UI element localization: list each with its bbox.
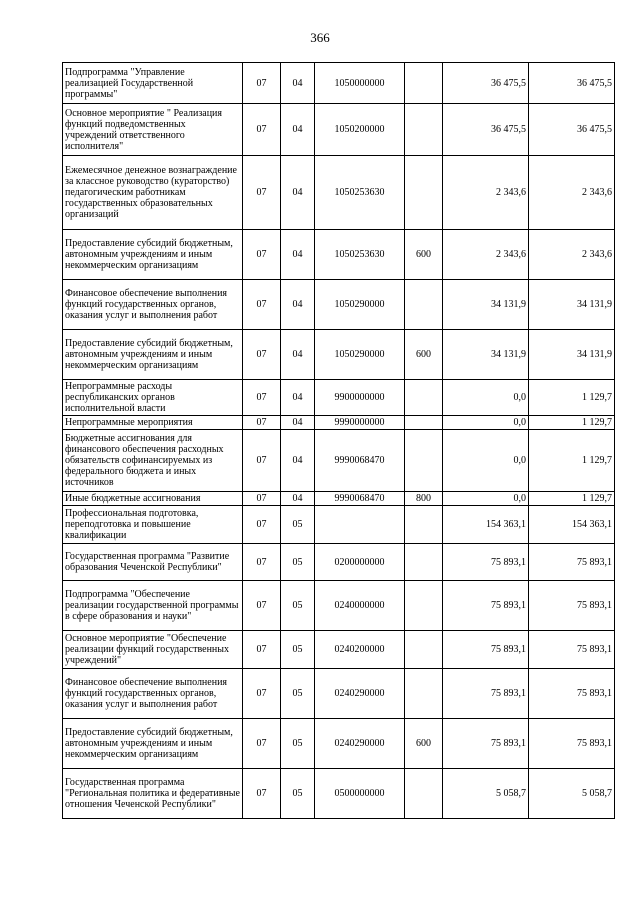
target-article-code: 0240290000: [315, 719, 405, 769]
subsection-code: 04: [281, 330, 315, 380]
expense-type-code: [405, 380, 443, 416]
row-name: Непрограммные мероприятия: [63, 416, 243, 430]
subsection-code: 04: [281, 104, 315, 156]
row-name: Непрограммные расходы республиканских органов исполнительной власти: [63, 380, 243, 416]
row-name: Государственная программа "Развитие образования Чеченской Республики": [63, 544, 243, 581]
amount-year-1: 34 131,9: [443, 280, 529, 330]
amount-year-2: 1 129,7: [529, 380, 615, 416]
table-row: [63, 156, 615, 230]
target-article-code: 9990000000: [315, 416, 405, 430]
amount-year-2: 75 893,1: [529, 581, 615, 631]
section-code: 07: [243, 104, 281, 156]
row-name: Подпрограмма "Управление реализацией Государственной программы": [63, 63, 243, 104]
row-name: Предоставление субсидий бюджетным, автономным учреждениям и иным некоммерческим организациям: [63, 330, 243, 380]
amount-year-2: 75 893,1: [529, 544, 615, 581]
subsection-code: 05: [281, 669, 315, 719]
row-name: Предоставление субсидий бюджетным, автономным учреждениям и иным некоммерческим организациям: [63, 719, 243, 769]
target-article-code: 0200000000: [315, 544, 405, 581]
amount-year-1: 0,0: [443, 416, 529, 430]
subsection-code: 04: [281, 156, 315, 230]
expense-type-code: [405, 156, 443, 230]
expense-type-code: [405, 631, 443, 669]
section-code: 07: [243, 416, 281, 430]
amount-year-2: 2 343,6: [529, 156, 615, 230]
table-row: [63, 506, 615, 544]
expense-type-code: 600: [405, 719, 443, 769]
amount-year-2: 34 131,9: [529, 280, 615, 330]
amount-year-2: 1 129,7: [529, 430, 615, 492]
row-name: Государственная программа "Региональная политика и федеративные отношения Чеченской Республики": [63, 769, 243, 819]
subsection-code: 05: [281, 631, 315, 669]
table-row: [63, 63, 615, 104]
table-row: [63, 581, 615, 631]
target-article-code: 9990068470: [315, 430, 405, 492]
expense-type-code: [405, 430, 443, 492]
subsection-code: 05: [281, 581, 315, 631]
amount-year-2: 75 893,1: [529, 631, 615, 669]
amount-year-1: 34 131,9: [443, 330, 529, 380]
amount-year-1: 154 363,1: [443, 506, 529, 544]
subsection-code: 04: [281, 380, 315, 416]
subsection-code: 05: [281, 544, 315, 581]
expense-type-code: [405, 280, 443, 330]
expense-type-code: [405, 769, 443, 819]
section-code: 07: [243, 719, 281, 769]
target-article-code: 0240290000: [315, 669, 405, 719]
expense-type-code: 600: [405, 330, 443, 380]
table-row: [63, 719, 615, 769]
target-article-code: 1050253630: [315, 156, 405, 230]
section-code: 07: [243, 544, 281, 581]
amount-year-1: 5 058,7: [443, 769, 529, 819]
section-code: 07: [243, 280, 281, 330]
expense-type-code: [405, 669, 443, 719]
row-name: Ежемесячное денежное вознаграждение за классное руководство (кураторство) педагогическим работникам государственных образовательных организаций: [63, 156, 243, 230]
target-article-code: 1050200000: [315, 104, 405, 156]
section-code: 07: [243, 63, 281, 104]
amount-year-1: 75 893,1: [443, 581, 529, 631]
row-name: Иные бюджетные ассигнования: [63, 492, 243, 506]
section-code: 07: [243, 769, 281, 819]
subsection-code: 04: [281, 430, 315, 492]
table-row: [63, 380, 615, 416]
subsection-code: 05: [281, 506, 315, 544]
row-name: Основное мероприятие "Обеспечение реализации функций государственных учреждений": [63, 631, 243, 669]
amount-year-2: 36 475,5: [529, 63, 615, 104]
page-number: 366: [310, 30, 330, 45]
amount-year-1: 36 475,5: [443, 104, 529, 156]
amount-year-2: 34 131,9: [529, 330, 615, 380]
expense-type-code: 800: [405, 492, 443, 506]
target-article-code: 1050000000: [315, 63, 405, 104]
amount-year-1: 2 343,6: [443, 230, 529, 280]
row-name: Профессиональная подготовка, переподготовка и повышение квалификации: [63, 506, 243, 544]
target-article-code: [315, 506, 405, 544]
amount-year-2: 1 129,7: [529, 416, 615, 430]
section-code: 07: [243, 330, 281, 380]
row-name: Финансовое обеспечение выполнения функций государственных органов, оказания услуг и выполнения работ: [63, 280, 243, 330]
row-name: Бюджетные ассигнования для финансового обеспечения расходных обязательств софинансируемых из федерального бюджета и иных источников: [63, 430, 243, 492]
amount-year-2: 36 475,5: [529, 104, 615, 156]
amount-year-1: 75 893,1: [443, 631, 529, 669]
amount-year-2: 75 893,1: [529, 669, 615, 719]
table-row: [63, 416, 615, 430]
table-row: [63, 492, 615, 506]
target-article-code: 0240200000: [315, 631, 405, 669]
row-name: Финансовое обеспечение выполнения функций государственных органов, оказания услуг и выполнения работ: [63, 669, 243, 719]
section-code: 07: [243, 230, 281, 280]
target-article-code: 1050290000: [315, 330, 405, 380]
section-code: 07: [243, 380, 281, 416]
row-name: Основное мероприятие " Реализация функций подведомственных учреждений ответственного исполнителя": [63, 104, 243, 156]
amount-year-1: 0,0: [443, 380, 529, 416]
subsection-code: 05: [281, 769, 315, 819]
section-code: 07: [243, 631, 281, 669]
row-name: Предоставление субсидий бюджетным, автономным учреждениям и иным некоммерческим организациям: [63, 230, 243, 280]
amount-year-1: 75 893,1: [443, 544, 529, 581]
expense-type-code: [405, 416, 443, 430]
subsection-code: 04: [281, 230, 315, 280]
expense-type-code: [405, 544, 443, 581]
target-article-code: 0240000000: [315, 581, 405, 631]
budget-table: [62, 62, 615, 819]
amount-year-1: 75 893,1: [443, 719, 529, 769]
amount-year-1: 0,0: [443, 430, 529, 492]
subsection-code: 05: [281, 719, 315, 769]
target-article-code: 1050290000: [315, 280, 405, 330]
section-code: 07: [243, 492, 281, 506]
amount-year-2: 75 893,1: [529, 719, 615, 769]
table-row: [63, 669, 615, 719]
section-code: 07: [243, 669, 281, 719]
target-article-code: 1050253630: [315, 230, 405, 280]
expense-type-code: [405, 63, 443, 104]
row-name: Подпрограмма "Обеспечение реализации государственной программы в сфере образования и науки": [63, 581, 243, 631]
subsection-code: 04: [281, 280, 315, 330]
table-row: [63, 104, 615, 156]
section-code: 07: [243, 506, 281, 544]
target-article-code: 0500000000: [315, 769, 405, 819]
subsection-code: 04: [281, 492, 315, 506]
target-article-code: 9990068470: [315, 492, 405, 506]
target-article-code: 9900000000: [315, 380, 405, 416]
table-row: [63, 430, 615, 492]
amount-year-1: 36 475,5: [443, 63, 529, 104]
amount-year-2: 1 129,7: [529, 492, 615, 506]
table-row: [63, 544, 615, 581]
table-row: [63, 280, 615, 330]
amount-year-1: 75 893,1: [443, 669, 529, 719]
expense-type-code: [405, 104, 443, 156]
table-row: [63, 230, 615, 280]
section-code: 07: [243, 156, 281, 230]
expense-type-code: [405, 506, 443, 544]
amount-year-2: 5 058,7: [529, 769, 615, 819]
section-code: 07: [243, 581, 281, 631]
amount-year-2: 154 363,1: [529, 506, 615, 544]
expense-type-code: [405, 581, 443, 631]
amount-year-1: 2 343,6: [443, 156, 529, 230]
table-row: [63, 330, 615, 380]
subsection-code: 04: [281, 416, 315, 430]
table-row: [63, 631, 615, 669]
section-code: 07: [243, 430, 281, 492]
expense-type-code: 600: [405, 230, 443, 280]
amount-year-1: 0,0: [443, 492, 529, 506]
table-row: [63, 769, 615, 819]
subsection-code: 04: [281, 63, 315, 104]
amount-year-2: 2 343,6: [529, 230, 615, 280]
